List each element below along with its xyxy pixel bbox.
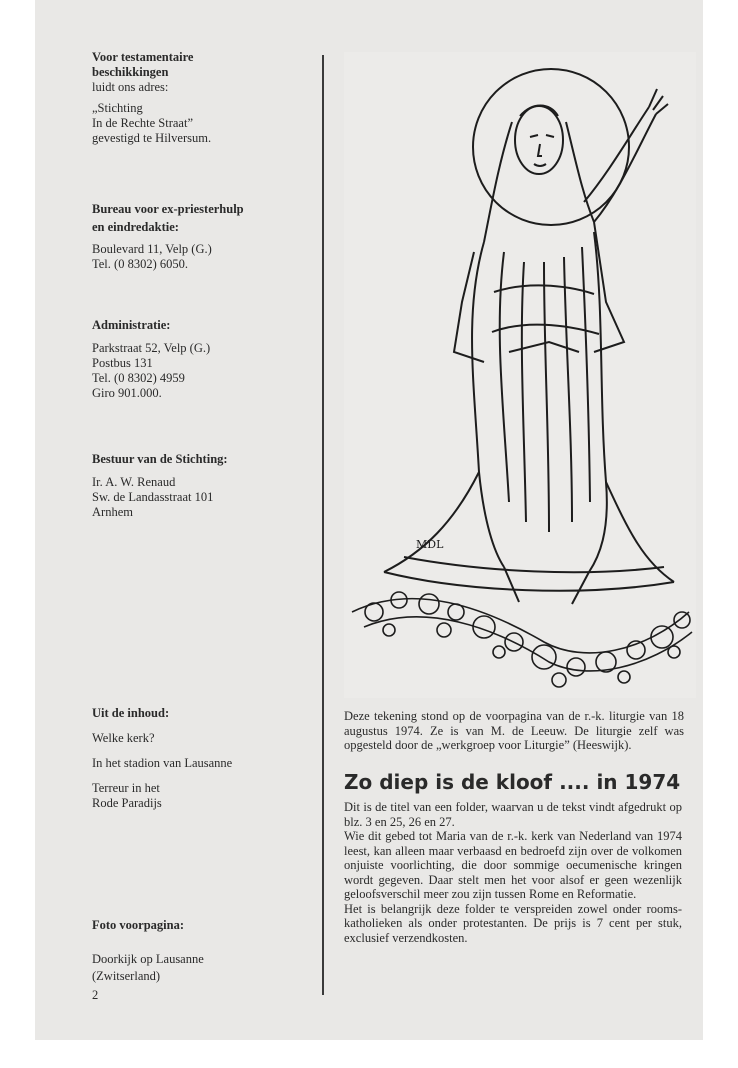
article-paragraph-3: Het is belangrijk deze folder te verspreiden zowel onder rooms-katholieken als onder protestanten. De prijs is 7 cent per stuk, exclusief verzendkosten. — [344, 901, 682, 945]
bestuur-heading: Bestuur van de Stichting: — [92, 452, 228, 466]
inhoud-item-1: Welke kerk? — [92, 731, 155, 745]
administratie-line-4: Giro 901.000. — [92, 386, 162, 400]
inhoud-item-2: In het stadion van Lausanne — [92, 756, 233, 770]
administratie-heading: Administratie: — [92, 318, 171, 332]
page-number: 2 — [92, 988, 99, 1002]
bureau-line-1: Boulevard 11, Velp (G.) — [92, 242, 212, 256]
administratie-line-1: Parkstraat 52, Velp (G.) — [92, 341, 211, 355]
testament-heading-2: beschikkingen — [92, 65, 169, 79]
illustration-signature: MDL — [416, 538, 444, 551]
administratie-line-2: Postbus 131 — [92, 356, 153, 370]
article-paragraph-2: Wie dit gebed tot Maria van de r.-k. kerk van Nederland van 1974 leest, kan alleen maar verbaasd en bedroefd zijn over de volkomen onjuiste voorlichting, die door sommige oecumenische kringen wordt gegeven. Daar stelt men het voor alsof er geen wezenlijk geloofsverschil meer zou zijn tussen Rome en Reformatie. — [344, 829, 682, 901]
bureau-heading-1: Bureau voor ex-priesterhulp — [92, 202, 244, 216]
bestuur-line-3: Arnhem — [92, 505, 133, 519]
madonna-drawing — [344, 52, 696, 698]
foto-line-1: Doorkijk op Lausanne — [92, 952, 204, 966]
article-headline: Zo diep is de kloof .... in 1974 — [344, 770, 681, 794]
bestuur-line-1: Ir. A. W. Renaud — [92, 475, 176, 489]
testament-address-2: In de Rechte Straat” — [92, 116, 193, 130]
madonna-illustration — [344, 52, 696, 698]
testament-address-1: „Stichting — [92, 101, 143, 115]
bureau-block — [92, 200, 312, 272]
article-paragraph-1: Dit is de titel van een folder, waarvan u de tekst vindt afgedrukt op blz. 3 en 25, 26 en 27. — [344, 800, 682, 829]
column-divider — [322, 55, 324, 995]
article-body — [344, 800, 682, 945]
foto-block — [92, 918, 312, 984]
inhoud-item-3b: Rode Paradijs — [92, 796, 162, 810]
administratie-block — [92, 318, 312, 401]
inhoud-item-3a: Terreur in het — [92, 781, 160, 795]
bestuur-block — [92, 452, 312, 520]
bestuur-line-2: Sw. de Landasstraat 101 — [92, 490, 214, 504]
testament-line: luidt ons adres: — [92, 80, 169, 94]
foto-line-2: (Zwitserland) — [92, 969, 161, 983]
testament-block — [92, 50, 312, 146]
testament-address-3: gevestigd te Hilversum. — [92, 131, 212, 145]
inhoud-block — [92, 706, 312, 811]
illustration-caption: Deze tekening stond op de voorpagina van de r.-k. liturgie van 18 augustus 1974. Ze is van M. de Leeuw. De liturgie zelf was opgesteld door de „werkgroep voor Liturgie” (Heeswijk). — [344, 709, 684, 752]
bureau-heading-2: en eindredaktie: — [92, 220, 179, 234]
testament-heading-1: Voor testamentaire — [92, 50, 194, 64]
foto-heading: Foto voorpagina: — [92, 918, 185, 932]
inhoud-heading: Uit de inhoud: — [92, 706, 170, 720]
bureau-line-2: Tel. (0 8302) 6050. — [92, 257, 188, 271]
administratie-line-3: Tel. (0 8302) 4959 — [92, 371, 185, 385]
